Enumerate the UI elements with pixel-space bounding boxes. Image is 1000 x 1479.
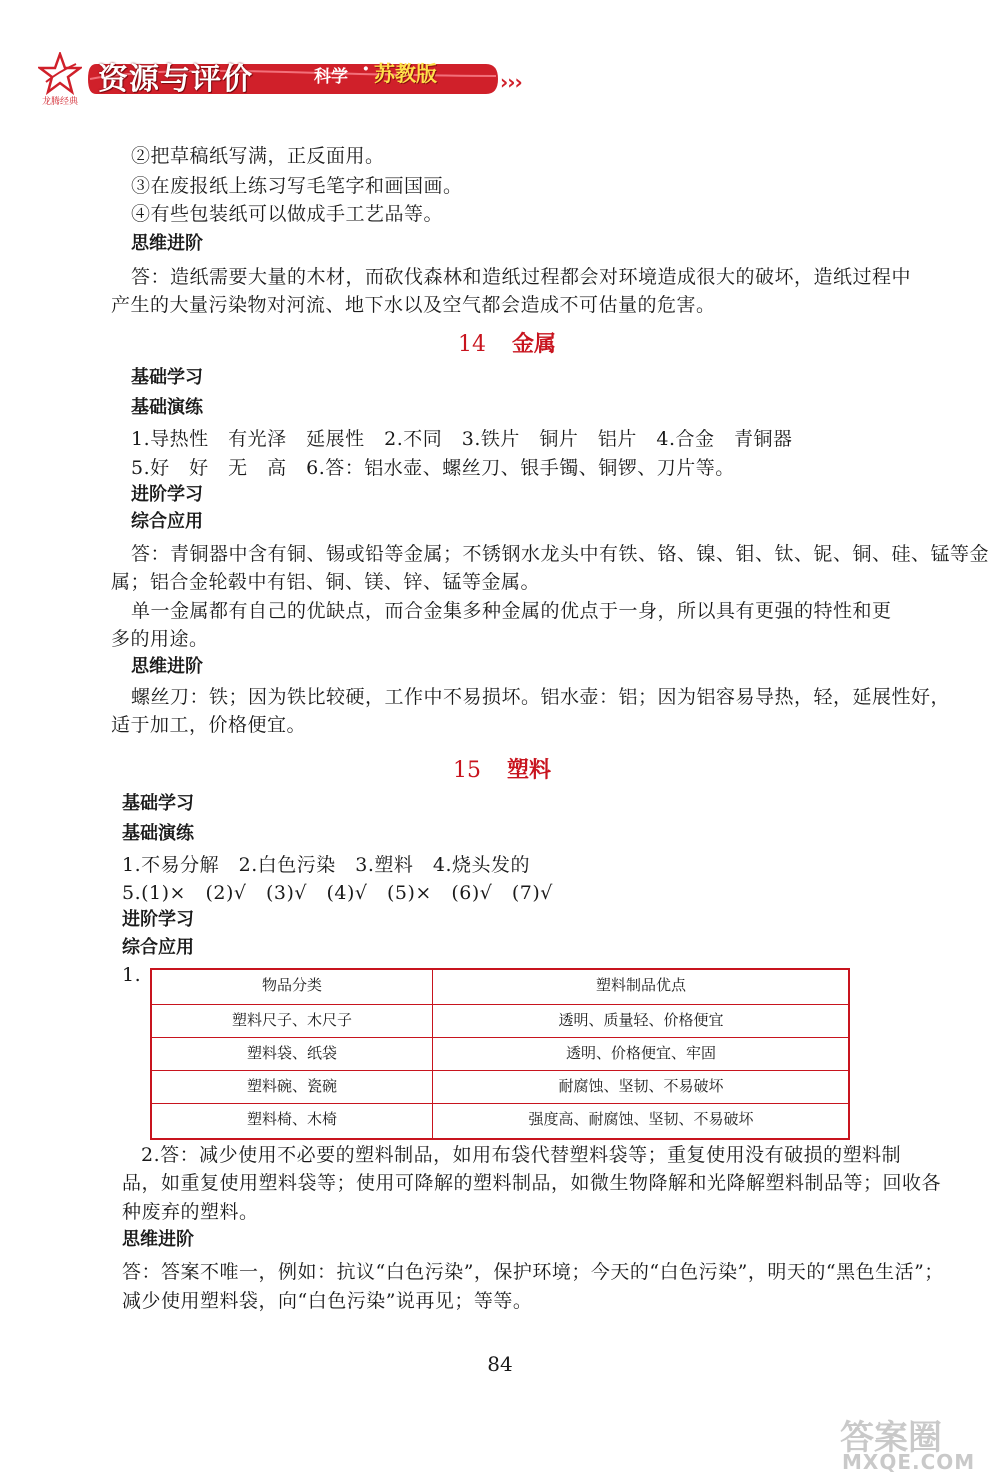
- intro-line: ②把草稿纸写满，正反面用。: [131, 145, 385, 167]
- table-cell: 耐腐蚀、坚韧、不易破坏: [558, 1077, 724, 1095]
- thinking-heading: 思维进阶: [122, 1229, 194, 1250]
- answer-line: 种废弃的塑料。: [122, 1201, 259, 1223]
- answer-line: 品，如重复使用塑料袋等；使用可降解的塑料制品，如微生物降解和光降解塑料制品等；回收各: [122, 1172, 942, 1194]
- thinking-line: 产生的大量污染物对河流、地下水以及空气都会造成不可估量的危害。: [111, 294, 716, 316]
- thinking-heading: 思维进阶: [131, 233, 203, 254]
- thinking-line: 答：造纸需要大量的木材，而砍伐森林和造纸过程都会对环境造成很大的破坏，造纸过程中: [131, 266, 912, 288]
- chevrons-icon: ›››: [500, 70, 522, 94]
- watermark-url: MXQE.COM: [842, 1450, 976, 1474]
- thinking-line: 适于加工，价格便宜。: [111, 714, 307, 736]
- applied-line: 答：青铜器中含有铜、锡或铅等金属；不锈钢水龙头中有铁、铬、镍、钼、钛、铌、铜、硅、锰等金: [131, 543, 990, 565]
- section-name: 塑料: [507, 758, 552, 783]
- basic-practice-heading: 基础演练: [122, 823, 194, 844]
- watermark-text: 答案圈: [840, 1418, 942, 1458]
- subject-label: 科学: [314, 67, 348, 87]
- table-cell: 透明、质量轻、价格便宜: [558, 1011, 724, 1029]
- table-label: 1.: [122, 964, 142, 986]
- title-separator: ·: [362, 56, 370, 82]
- applied-heading: 综合应用: [122, 937, 194, 958]
- practice-line: 1.导热性 有光泽 延展性 2.不同 3.铁片 铜片 铝片 4.合金 青铜器: [131, 428, 793, 450]
- practice-line: 1.不易分解 2.白色污染 3.塑料 4.烧头发的: [122, 854, 531, 876]
- intro-line: ④有些包装纸可以做成手工艺品等。: [131, 203, 444, 225]
- page-header: [38, 52, 558, 108]
- advanced-learning-heading: 进阶学习: [131, 484, 203, 505]
- thinking-line: 答：答案不唯一，例如：抗议“白色污染”，保护环境；今天的“白色污染”，明天的“黑色生活”；: [122, 1261, 944, 1283]
- table-cell: 塑料碗、瓷碗: [246, 1077, 337, 1095]
- practice-line: 5.(1)× (2)√ (3)√ (4)√ (5)× (6)√ (7)√: [122, 882, 553, 904]
- table-row: [152, 1004, 848, 1036]
- intro-line: ③在废报纸上练习写毛笔字和画国画。: [131, 175, 463, 197]
- section-name: 金属: [512, 332, 557, 357]
- basic-practice-heading: 基础演练: [131, 397, 203, 418]
- section-title: [458, 327, 556, 358]
- answer-line: 2.答：减少使用不必要的塑料制品，如用布袋代替塑料袋等；重复使用没有破损的塑料制: [141, 1144, 902, 1166]
- table-row: [152, 1070, 848, 1102]
- thinking-heading: 思维进阶: [131, 656, 203, 677]
- table-cell: 透明、价格便宜、牢固: [565, 1044, 716, 1062]
- table-header-cell: 塑料制品优点: [595, 976, 686, 994]
- applied-line: 多的用途。: [111, 628, 209, 650]
- thinking-line: 减少使用塑料袋，向“白色污染”说再见；等等。: [122, 1290, 533, 1312]
- thinking-line: 螺丝刀：铁；因为铁比较硬，工作中不易损坏。铝水壶：铝；因为铝容易导热，轻，延展性好，: [131, 686, 951, 708]
- table-cell: 塑料椅、木椅: [246, 1110, 337, 1128]
- section-number: 15: [453, 758, 481, 783]
- table-row: [152, 1037, 848, 1069]
- applied-line: 单一金属都有自己的优缺点，而合金集多种金属的优点于一身，所以具有更强的特性和更: [131, 600, 892, 622]
- table-cell: 强度高、耐腐蚀、坚韧、不易破坏: [528, 1110, 754, 1128]
- section-title: [453, 753, 551, 784]
- table-header-cell: 物品分类: [261, 976, 322, 994]
- edition-label: 苏教版: [374, 62, 437, 86]
- book-title: 资源与评价: [98, 62, 253, 97]
- comparison-table: [150, 968, 850, 1140]
- applied-line: 属；铝合金轮毂中有铝、铜、镁、锌、锰等金属。: [111, 571, 541, 593]
- logo-text: 龙腾经典: [42, 97, 79, 107]
- star-logo-icon: [38, 52, 82, 96]
- table-header-row: [152, 970, 848, 1001]
- advanced-learning-heading: 进阶学习: [122, 909, 194, 930]
- table-cell: 塑料尺子、木尺子: [231, 1011, 352, 1029]
- table-row: [152, 1103, 848, 1135]
- table-cell: 塑料袋、纸袋: [246, 1044, 337, 1062]
- section-number: 14: [458, 332, 486, 357]
- basic-learning-heading: 基础学习: [131, 367, 203, 388]
- watermark: [830, 1410, 990, 1474]
- page-number: 84: [487, 1352, 513, 1376]
- applied-heading: 综合应用: [131, 511, 203, 532]
- practice-line: 5.好 好 无 高 6.答：铝水壶、螺丝刀、银手镯、铜锣、刀片等。: [131, 457, 735, 479]
- basic-learning-heading: 基础学习: [122, 793, 194, 814]
